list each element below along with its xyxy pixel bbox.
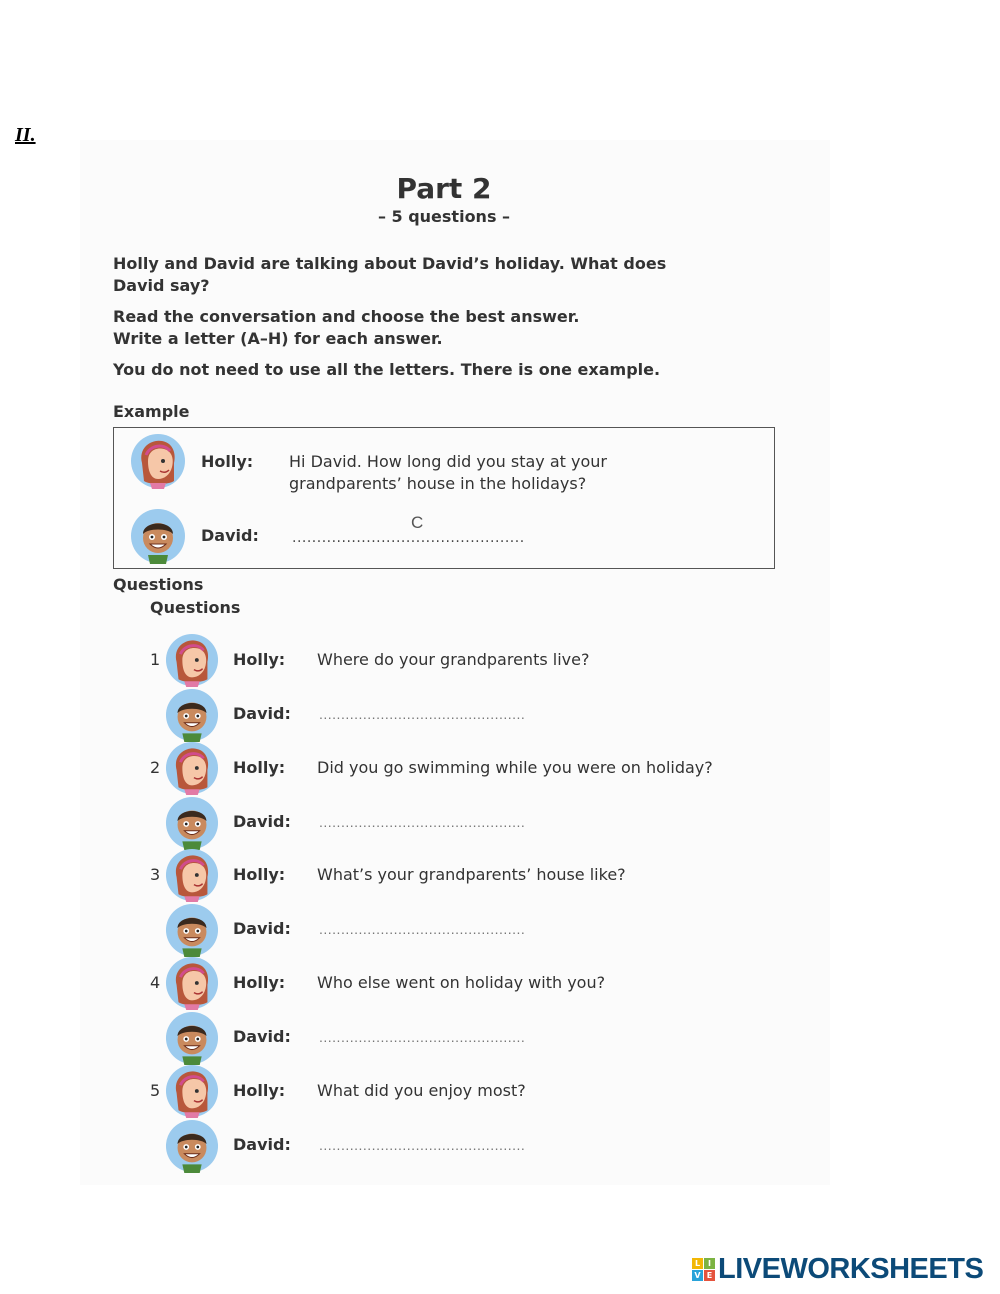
question-text: What did you enjoy most? [317, 1081, 526, 1100]
question-holly-speaker: Holly: [233, 758, 286, 777]
question-number: 3 [150, 865, 161, 884]
example-holly-line-2: grandparents’ house in the holidays? [289, 474, 587, 493]
example-answer-line: ............................................... [292, 530, 525, 546]
question-holly-speaker: Holly: [233, 1081, 286, 1100]
question-david-speaker: David: [233, 704, 291, 723]
question-text: What’s your grandparents’ house like? [317, 865, 626, 884]
answer-input-1[interactable] [319, 706, 569, 722]
david-avatar-icon [165, 1119, 219, 1173]
question-number: 5 [150, 1081, 161, 1100]
logo-tile: E [704, 1270, 715, 1281]
answer-input-4[interactable] [319, 1029, 569, 1045]
question-david-speaker: David: [233, 1135, 291, 1154]
question-number: 1 [150, 650, 161, 669]
david-avatar-icon [165, 903, 219, 957]
instruction-line-2: David say? [113, 276, 210, 295]
logo-tile: V [692, 1270, 703, 1281]
holly-avatar-icon [165, 633, 219, 687]
questions-label-sub: Questions [150, 598, 241, 617]
answer-input-2[interactable] [319, 814, 569, 830]
david-avatar-icon [165, 796, 219, 850]
question-holly-speaker: Holly: [233, 973, 286, 992]
answer-input-5[interactable] [319, 1137, 569, 1153]
liveworksheets-logo [692, 1253, 983, 1286]
example-answer: C [411, 513, 424, 532]
question-text: Where do your grandparents live? [317, 650, 590, 669]
logo-tile: I [704, 1258, 715, 1269]
question-text: Did you go swimming while you were on holiday? [317, 758, 713, 777]
example-box [113, 427, 775, 569]
questions-label: Questions [113, 575, 204, 594]
david-avatar-icon [165, 688, 219, 742]
question-holly-speaker: Holly: [233, 865, 286, 884]
david-avatar-icon [130, 508, 186, 564]
liveworksheets-logo-icon [692, 1258, 715, 1281]
logo-tile: L [692, 1258, 703, 1269]
holly-avatar-icon [130, 433, 186, 489]
david-avatar-icon [165, 1011, 219, 1065]
holly-avatar-icon [165, 956, 219, 1010]
instruction-line-1: Holly and David are talking about David’s holiday. What does [113, 254, 667, 273]
example-label: Example [113, 402, 190, 421]
question-number: 2 [150, 758, 161, 777]
question-number: 4 [150, 973, 161, 992]
example-holly-speaker: Holly: [201, 452, 254, 471]
question-david-speaker: David: [233, 1027, 291, 1046]
example-david-speaker: David: [201, 526, 259, 545]
section-mark: II. [15, 124, 36, 146]
holly-avatar-icon [165, 741, 219, 795]
page-subtitle: – 5 questions – [377, 207, 511, 226]
question-text: Who else went on holiday with you? [317, 973, 606, 992]
holly-avatar-icon [165, 1064, 219, 1118]
answer-input-3[interactable] [319, 921, 569, 937]
example-holly-line-1: Hi David. How long did you stay at your [289, 452, 607, 471]
instruction-line-5: You do not need to use all the letters. There is one example. [113, 360, 661, 379]
question-david-speaker: David: [233, 812, 291, 831]
instruction-line-4: Write a letter (A–H) for each answer. [113, 329, 443, 348]
question-holly-speaker: Holly: [233, 650, 286, 669]
logo-text: LIVEWORKSHEETS [718, 1253, 984, 1285]
instruction-line-3: Read the conversation and choose the best answer. [113, 307, 580, 326]
question-david-speaker: David: [233, 919, 291, 938]
holly-avatar-icon [165, 848, 219, 902]
page-title: Part 2 [396, 172, 492, 205]
